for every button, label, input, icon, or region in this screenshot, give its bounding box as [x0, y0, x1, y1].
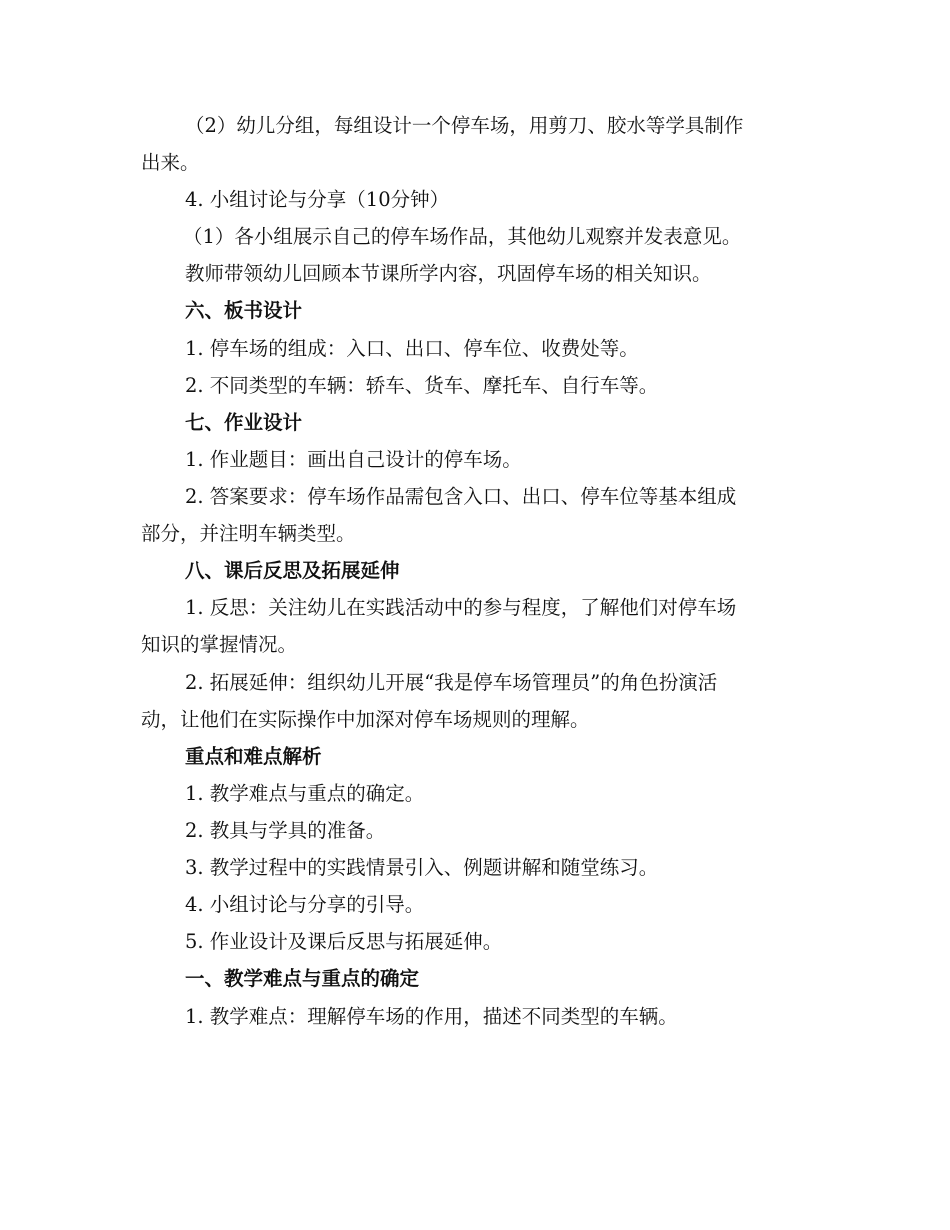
list-item: 2. 拓展延伸：组织幼儿开展“我是停车场管理员”的角色扮演活	[185, 671, 718, 694]
paragraph-line: 教师带领幼儿回顾本节课所学内容，巩固停车场的相关知识。	[185, 262, 712, 285]
list-item: 1. 停车场的组成：入口、出口、停车位、收费处等。	[185, 337, 639, 360]
section-heading: 重点和难点解析	[185, 745, 322, 768]
list-item: 1. 作业题目：画出自己设计的停车场。	[185, 448, 522, 471]
list-item: 2. 教具与学具的准备。	[185, 819, 386, 842]
section-heading: 八、课后反思及拓展延伸	[185, 559, 400, 582]
list-item: 2. 答案要求：停车场作品需包含入口、出口、停车位等基本组成	[185, 485, 737, 508]
list-item: 1. 反思：关注幼儿在实践活动中的参与程度，了解他们对停车场	[185, 596, 737, 619]
paragraph-line: 出来。	[141, 151, 200, 174]
list-item: 3. 教学过程中的实践情景引入、例题讲解和随堂练习。	[185, 856, 659, 879]
paragraph-line: 动，让他们在实际操作中加深对停车场规则的理解。	[141, 708, 590, 731]
list-item: 4. 小组讨论与分享的引导。	[185, 893, 425, 916]
section-heading: 六、板书设计	[185, 299, 303, 322]
paragraph-line: （2）幼儿分组，每组设计一个停车场，用剪刀、胶水等学具制作	[185, 114, 744, 137]
paragraph-line: （1）各小组展示自己的停车场作品，其他幼儿观察并发表意见。	[183, 225, 742, 248]
list-item: 2. 不同类型的车辆：轿车、货车、摩托车、自行车等。	[185, 374, 659, 397]
paragraph-line: 部分，并注明车辆类型。	[141, 522, 356, 545]
list-item: 4. 小组讨论与分享（10分钟）	[185, 188, 450, 211]
section-heading: 一、教学难点与重点的确定	[185, 967, 420, 990]
list-item: 1. 教学难点：理解停车场的作用，描述不同类型的车辆。	[185, 1005, 678, 1028]
paragraph-line: 知识的掌握情况。	[141, 633, 298, 656]
list-item: 5. 作业设计及课后反思与拓展延伸。	[185, 930, 503, 953]
list-item: 1. 教学难点与重点的确定。	[185, 782, 425, 805]
section-heading: 七、作业设计	[185, 411, 303, 434]
